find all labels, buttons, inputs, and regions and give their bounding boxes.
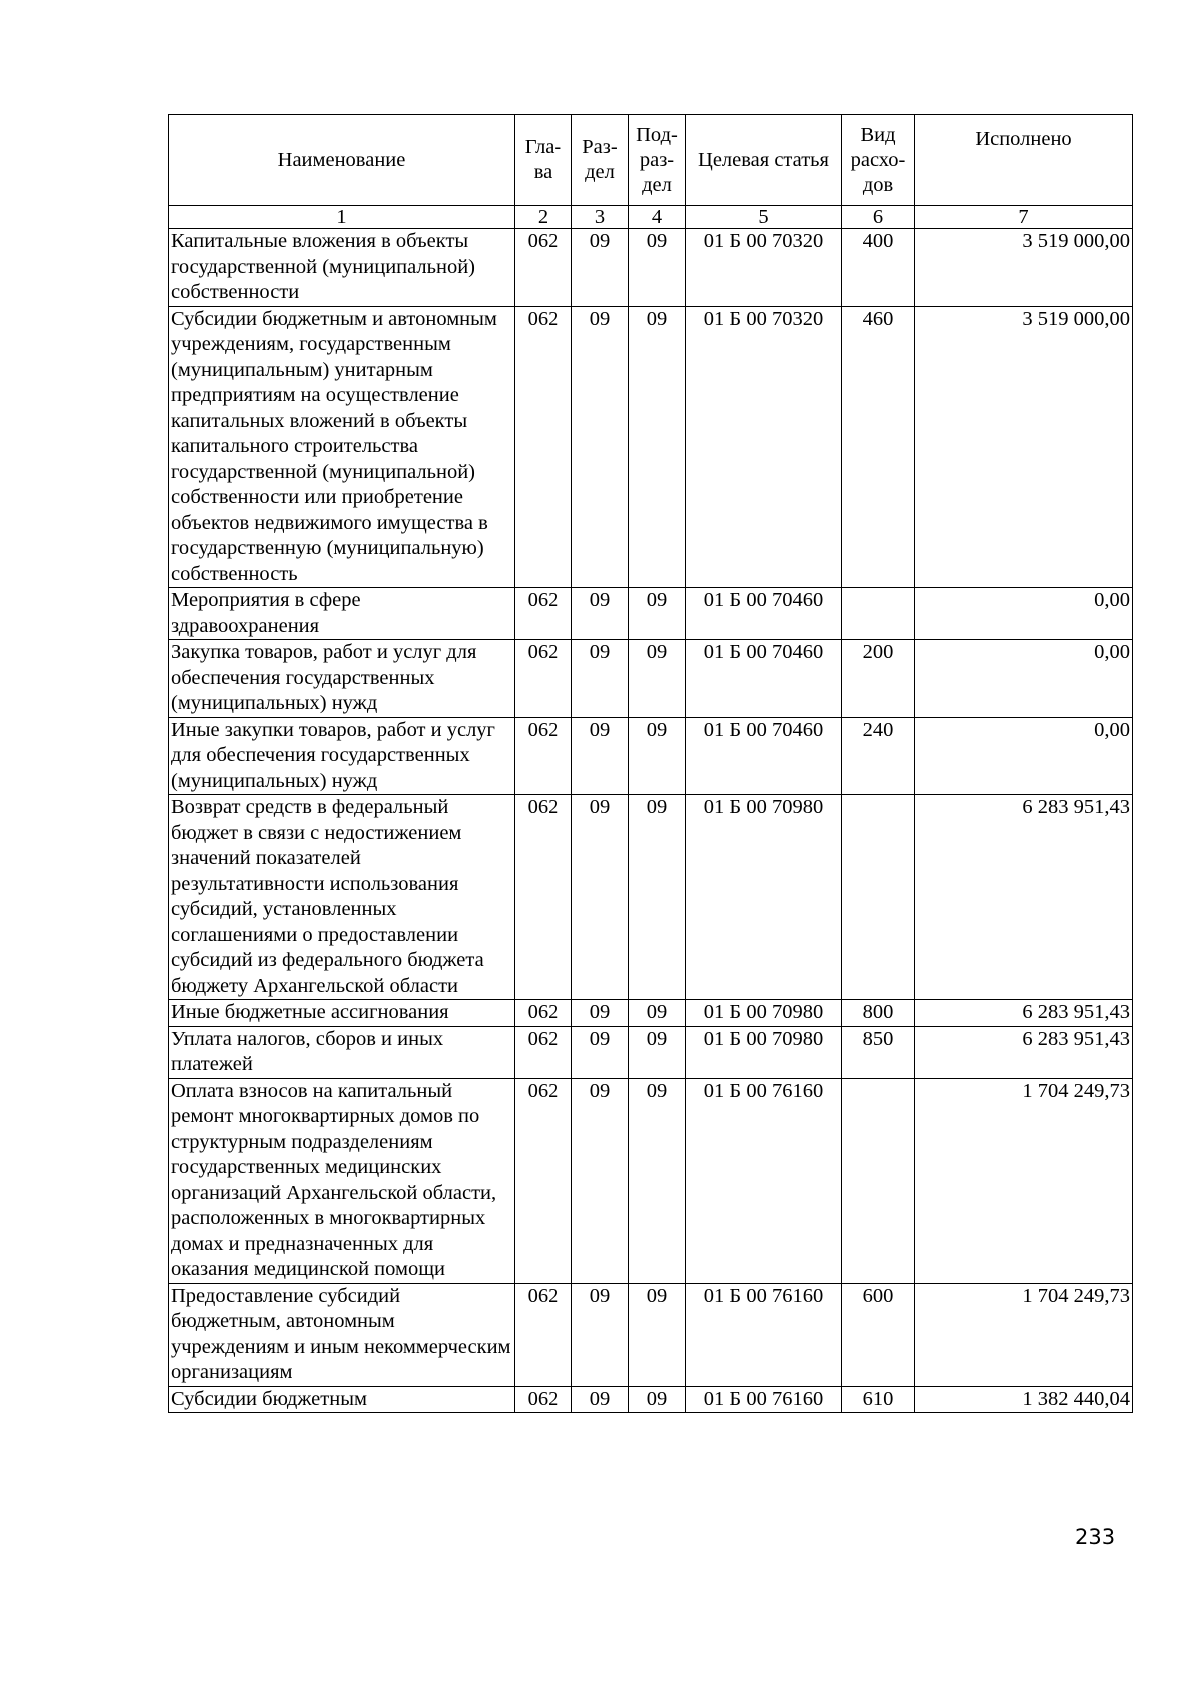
row-executed: 6 283 951,43	[915, 795, 1133, 1000]
row-name: Иные бюджетные ассигнования	[169, 1000, 515, 1027]
row-expense-type: 400	[842, 229, 915, 307]
column-number-row	[169, 206, 1133, 229]
table-row	[169, 1283, 1133, 1386]
row-section: 09	[572, 306, 629, 588]
row-expense-type: 850	[842, 1026, 915, 1078]
row-chapter: 062	[515, 1026, 572, 1078]
column-number: 2	[515, 206, 572, 229]
row-target: 01 Б 00 70460	[686, 588, 842, 640]
row-expense-type: 460	[842, 306, 915, 588]
row-section: 09	[572, 1386, 629, 1413]
row-chapter: 062	[515, 640, 572, 718]
row-executed: 1 382 440,04	[915, 1386, 1133, 1413]
row-target: 01 Б 00 70320	[686, 229, 842, 307]
row-subsection: 09	[629, 229, 686, 307]
row-section: 09	[572, 588, 629, 640]
column-number: 1	[169, 206, 515, 229]
row-target: 01 Б 00 70980	[686, 795, 842, 1000]
row-target: 01 Б 00 70460	[686, 717, 842, 795]
budget-execution-table	[168, 114, 1133, 1413]
column-number: 7	[915, 206, 1133, 229]
row-executed: 6 283 951,43	[915, 1000, 1133, 1027]
column-number: 4	[629, 206, 686, 229]
row-subsection: 09	[629, 306, 686, 588]
row-chapter: 062	[515, 1283, 572, 1386]
row-section: 09	[572, 717, 629, 795]
row-subsection: 09	[629, 1078, 686, 1283]
row-subsection: 09	[629, 795, 686, 1000]
row-name: Уплата налогов, сборов и иных платежей	[169, 1026, 515, 1078]
page-number: 233	[1075, 1525, 1116, 1549]
row-subsection: 09	[629, 1386, 686, 1413]
row-name: Капитальные вложения в объекты государственной (муниципальной) собственности	[169, 229, 515, 307]
row-subsection: 09	[629, 1000, 686, 1027]
row-expense-type: 240	[842, 717, 915, 795]
row-target: 01 Б 00 76160	[686, 1386, 842, 1413]
row-section: 09	[572, 640, 629, 718]
column-number: 5	[686, 206, 842, 229]
header-target: Целевая статья	[686, 115, 842, 206]
table-row	[169, 717, 1133, 795]
table-row	[169, 1386, 1133, 1413]
row-expense-type	[842, 1078, 915, 1283]
row-chapter: 062	[515, 795, 572, 1000]
row-chapter: 062	[515, 588, 572, 640]
row-target: 01 Б 00 70980	[686, 1026, 842, 1078]
row-section: 09	[572, 795, 629, 1000]
row-chapter: 062	[515, 1078, 572, 1283]
row-subsection: 09	[629, 588, 686, 640]
header-name: Наименование	[169, 115, 515, 206]
row-name: Возврат средств в федеральный бюджет в связи с недостижением значений показателей результативности использования субсидий, установленных соглашениями о предоставлении субсидий из федерального бюджета бюджету Архангельской области	[169, 795, 515, 1000]
table-row	[169, 306, 1133, 588]
table-row	[169, 1000, 1133, 1027]
header-section: Раз- дел	[572, 115, 629, 206]
row-expense-type	[842, 588, 915, 640]
column-number: 6	[842, 206, 915, 229]
row-name: Субсидии бюджетным и автономным учреждениям, государственным (муниципальным) унитарным предприятиям на осуществление капитальных вложений в объекты капитального строительства государственной (муниципальной) собственности или приобретение объектов недвижимого имущества в государственную (муниципальную) собственность	[169, 306, 515, 588]
row-expense-type: 200	[842, 640, 915, 718]
row-section: 09	[572, 1026, 629, 1078]
row-section: 09	[572, 1000, 629, 1027]
row-name: Иные закупки товаров, работ и услуг для обеспечения государственных (муниципальных) нужд	[169, 717, 515, 795]
table-row	[169, 588, 1133, 640]
row-executed: 6 283 951,43	[915, 1026, 1133, 1078]
row-expense-type: 610	[842, 1386, 915, 1413]
row-chapter: 062	[515, 1000, 572, 1027]
row-executed: 1 704 249,73	[915, 1283, 1133, 1386]
row-expense-type: 800	[842, 1000, 915, 1027]
row-executed: 3 519 000,00	[915, 229, 1133, 307]
row-chapter: 062	[515, 229, 572, 307]
row-executed: 0,00	[915, 588, 1133, 640]
row-name: Мероприятия в сфере здравоохранения	[169, 588, 515, 640]
row-subsection: 09	[629, 717, 686, 795]
row-section: 09	[572, 1078, 629, 1283]
row-name: Оплата взносов на капитальный ремонт многоквартирных домов по структурным подразделениям государственных медицинских организаций Архангельской области, расположенных в многоквартирных домах и предназначенных для оказания медицинской помощи	[169, 1078, 515, 1283]
table-row	[169, 640, 1133, 718]
row-target: 01 Б 00 70980	[686, 1000, 842, 1027]
row-expense-type: 600	[842, 1283, 915, 1386]
row-target: 01 Б 00 70320	[686, 306, 842, 588]
row-executed: 0,00	[915, 640, 1133, 718]
row-chapter: 062	[515, 1386, 572, 1413]
row-chapter: 062	[515, 306, 572, 588]
row-subsection: 09	[629, 1283, 686, 1386]
row-section: 09	[572, 1283, 629, 1386]
header-executed: Исполнено	[915, 115, 1133, 206]
column-number: 3	[572, 206, 629, 229]
row-chapter: 062	[515, 717, 572, 795]
row-name: Закупка товаров, работ и услуг для обеспечения государственных (муниципальных) нужд	[169, 640, 515, 718]
row-target: 01 Б 00 70460	[686, 640, 842, 718]
row-expense-type	[842, 795, 915, 1000]
row-subsection: 09	[629, 1026, 686, 1078]
row-name: Субсидии бюджетным	[169, 1386, 515, 1413]
table-row	[169, 1078, 1133, 1283]
table-row	[169, 795, 1133, 1000]
row-target: 01 Б 00 76160	[686, 1283, 842, 1386]
header-chapter: Гла- ва	[515, 115, 572, 206]
table-row	[169, 1026, 1133, 1078]
row-executed: 1 704 249,73	[915, 1078, 1133, 1283]
header-row	[169, 115, 1133, 206]
row-executed: 3 519 000,00	[915, 306, 1133, 588]
table-row	[169, 229, 1133, 307]
header-subsection: Под- раз- дел	[629, 115, 686, 206]
row-subsection: 09	[629, 640, 686, 718]
row-executed: 0,00	[915, 717, 1133, 795]
row-section: 09	[572, 229, 629, 307]
row-name: Предоставление субсидий бюджетным, автономным учреждениям и иным некоммерческим организациям	[169, 1283, 515, 1386]
row-target: 01 Б 00 76160	[686, 1078, 842, 1283]
header-expense-type: Вид расхо- дов	[842, 115, 915, 206]
